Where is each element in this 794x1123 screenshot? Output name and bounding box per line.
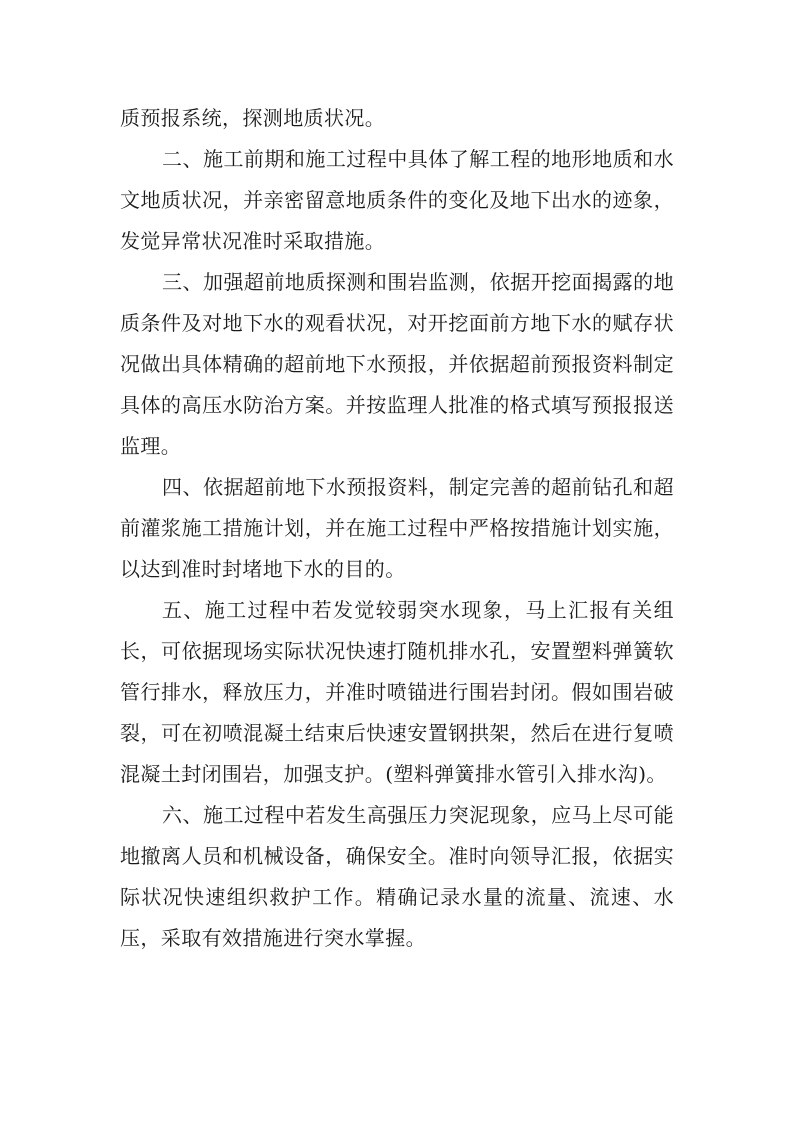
paragraph-item-5: 五、施工过程中若发觉较弱突水现象，马上汇报有关组长，可依据现场实际状况快速打随机排水孔，安置塑料弹簧软管行排水，释放压力，并准时喷锚进行围岩封闭。假如围岩破裂，可在初喷混凝土结束后快速安置钢拱架，然后在进行复喷混凝土封闭围岩，加强支护。(塑料弹簧排水管引入排水沟)。 [120, 598, 674, 786]
paragraph-item-2: 二、施工前期和施工过程中具体了解工程的地形地质和水文地质状况，并亲密留意地质条件的变化及地下出水的迹象，发觉异常状况准时采取措施。 [120, 147, 674, 253]
paragraph-continuation: 质预报系统，探测地质状况。 [120, 106, 386, 130]
document-body [120, 98, 674, 959]
paragraph-item-4: 四、依据超前地下水预报资料，制定完善的超前钻孔和超前灌浆施工措施计划，并在施工过程中严格按措施计划实施，以达到准时封堵地下水的目的。 [120, 475, 674, 581]
paragraph-item-6: 六、施工过程中若发生高强压力突泥现象，应马上尽可能地撤离人员和机械设备，确保安全。准时向领导汇报，依据实际状况快速组织救护工作。精确记录水量的流量、流速、水压，采取有效措施进行突水掌握。 [120, 803, 674, 950]
paragraph-item-3: 三、加强超前地质探测和围岩监测，依据开挖面揭露的地质条件及对地下水的观看状况，对开挖面前方地下水的赋存状况做出具体精确的超前地下水预报，并依据超前预报资料制定具体的高压水防治方案。并按监理人批准的格式填写预报报送监理。 [120, 270, 674, 458]
